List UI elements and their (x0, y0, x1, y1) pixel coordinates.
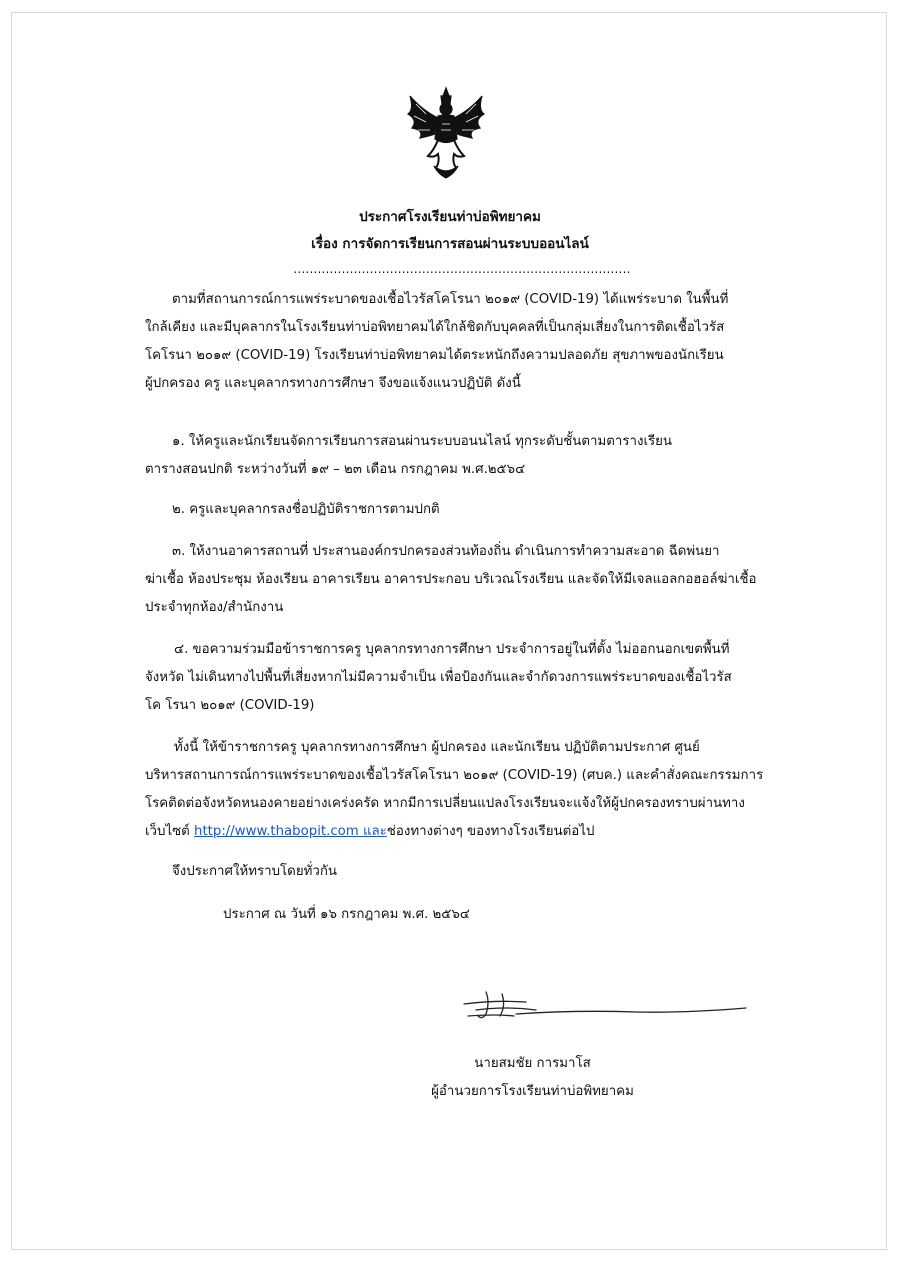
closing-line: โรคติดต่อจังหวัดหนองคายอย่างเคร่งครัด หากมีการเปลี่ยนแปลงโรงเรียนจะแจ้งให้ผู้ปกครองทราบผ่านทาง (145, 796, 745, 811)
item-2-line: ๒. ครูและบุคลากรลงชื่อปฏิบัติราชการตามปกติ (172, 502, 440, 517)
signer-position: ผู้อำนวยการโรงเรียนท่าบ่อพิทยาคม (431, 1084, 634, 1099)
intro-paragraph (145, 286, 783, 398)
dotted-separator: .................................................................................... (293, 262, 631, 276)
handwritten-signature (456, 980, 756, 1040)
announcement-subject: เรื่อง การจัดการเรียนการสอนผ่านระบบออนไลน์ (311, 236, 589, 252)
website-label: เว็บไซต์ (145, 824, 195, 839)
item-1-line: ๑. ให้ครูและนักเรียนจัดการเรียนการสอนผ่านระบบอนนไลน์ ทุกระดับชั้นตามตารางเรียน (172, 434, 673, 449)
closing-line: ทั้งนี้ ให้ข้าราชการครู บุคลากรทางการศึกษา ผู้ปกครอง และนักเรียน ปฏิบัติตามประกาศ ศูนย์ (174, 740, 700, 755)
intro-line: ผู้ปกครอง ครู และบุคลากรทางการศึกษา จึงขอแจ้งแนวปฏิบัติ ดังนี้ (145, 376, 521, 391)
item-2-paragraph (145, 496, 783, 524)
item-3-line: ๓. ให้งานอาคารสถานที่ ประสานองค์กรปกครองส่วนท้องถิ่น ดำเนินการทำความสะอาด ฉีดพ่นยา (172, 544, 720, 559)
closing-suffix: ช่องทางต่างๆ ของทางโรงเรียนต่อไป (386, 824, 595, 839)
item-4-line: ๔. ขอความร่วมมือข้าราชการครู บุคลากรทางการศึกษา ประจำการอยู่ในที่ตั้ง ไม่ออกนอกเขตพื้นที่ (174, 642, 730, 657)
item-3-line: ฆ่าเชื้อ ห้องประชุม ห้องเรียน อาคารเรียน อาคารประกอบ บริเวณโรงเรียน และจัดให้มีเจลแอลกอฮอล์ฆ่าเชื้อ (145, 572, 757, 587)
closing-line-last (145, 818, 783, 846)
item-4-line: จังหวัด ไม่เดินทางไปพื้นที่เสี่ยงหากไม่มีความจำเป็น เพื่อป้องกันและจำกัดวงการแพร่ระบาดของเชื้อไวรัส (145, 670, 732, 685)
intro-line: โคโรนา ๒๐๑๙ (COVID-19) โรงเรียนท่าบ่อพิทยาคมได้ตระหนักถึงความปลอดภัย สุขภาพของนักเรียน (145, 348, 724, 363)
garuda-emblem-icon (400, 84, 492, 180)
item-3-line: ประจำทุกห้อง/สำนักงาน (145, 600, 284, 615)
item-1-line: ตารางสอนปกติ ระหว่างวันที่ ๑๙ – ๒๓ เดือน กรกฎาคม พ.ศ.๒๕๖๔ (145, 462, 526, 477)
announcement-date: ประกาศ ณ วันที่ ๑๖ กรกฎาคม พ.ศ. ๒๕๖๔ (223, 907, 470, 922)
item-1-paragraph (145, 428, 783, 484)
intro-line: ใกล้เคียง และมีบุคลากรในโรงเรียนท่าบ่อพิทยาคมได้ใกล้ชิดกับบุคคลที่เป็นกลุ่มเสี่ยงในการติดเชื้อไวรัส (145, 320, 725, 335)
school-website-link[interactable]: http://www.thabopit.com และ (194, 824, 387, 839)
closing-line: บริหารสถานการณ์การแพร่ระบาดของเชื้อไวรัสโคโรนา ๒๐๑๙ (COVID-19) (ศบค.) และคำสั่งคณะกรรมการ (145, 768, 764, 783)
proclamation-text: จึงประกาศให้ทราบโดยทั่วกัน (172, 864, 337, 879)
announcement-title: ประกาศโรงเรียนท่าบ่อพิทยาคม (359, 209, 541, 225)
signer-name: นายสมชัย การมาโส (474, 1056, 591, 1071)
item-4-paragraph (145, 636, 783, 720)
intro-line: ตามที่สถานการณ์การแพร่ระบาดของเชื้อไวรัสโคโรนา ๒๐๑๙ (COVID-19) ได้แพร่ระบาด ในพื้นที่ (172, 292, 729, 307)
item-4-line: โค โรนา ๒๐๑๙ (COVID-19) (145, 698, 315, 713)
item-3-paragraph (145, 538, 783, 622)
closing-paragraph (145, 734, 783, 846)
